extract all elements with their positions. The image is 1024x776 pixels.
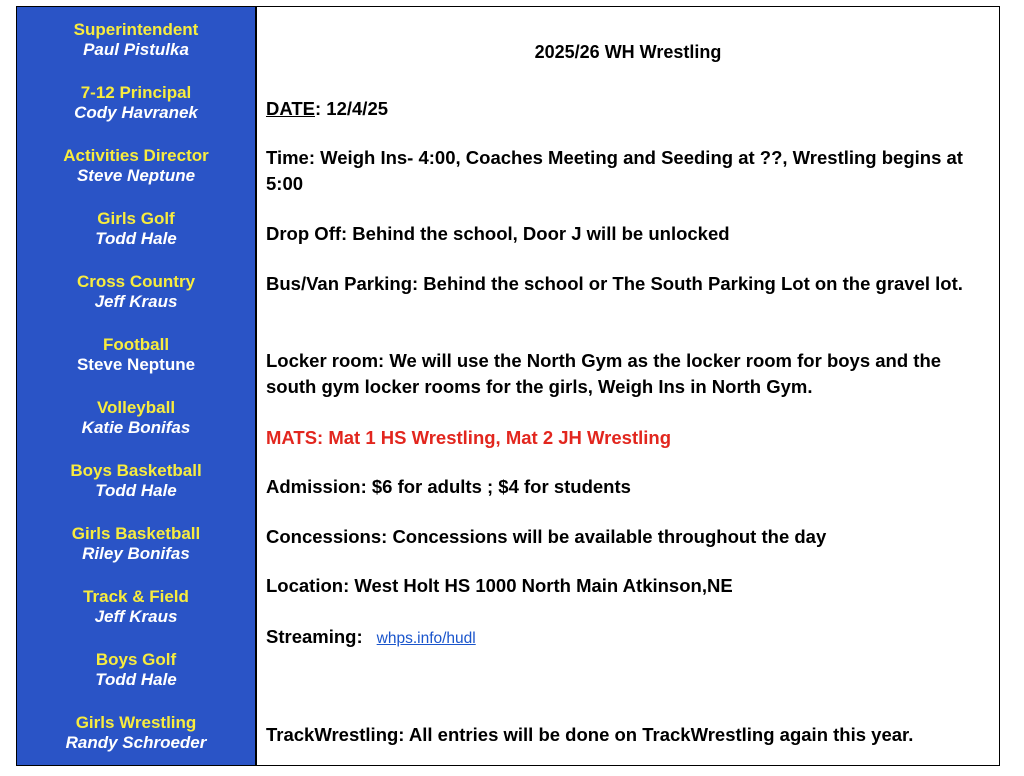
staff-title: Girls Basketball bbox=[71, 524, 201, 543]
staff-entry-volleyball bbox=[17, 398, 255, 461]
staff-title: Boys Basketball bbox=[70, 461, 202, 480]
staff-title: Superintendent bbox=[73, 20, 199, 39]
trackwrestling-line: TrackWrestling: All entries will be done on TrackWrestling again this year. bbox=[266, 724, 914, 745]
staff-name: Riley Bonifas bbox=[82, 544, 190, 563]
parking-line: Bus/Van Parking: Behind the school or The South Parking Lot on the gravel lot. bbox=[266, 273, 963, 294]
staff-entry-girls-golf bbox=[17, 209, 255, 272]
staff-title: Football bbox=[102, 335, 170, 354]
staff-title: 7-12 Principal bbox=[80, 83, 192, 102]
streaming-line bbox=[266, 624, 986, 652]
staff-title: Track & Field bbox=[83, 587, 189, 606]
concessions-line: Concessions: Concessions will be available throughout the day bbox=[266, 526, 827, 547]
streaming-link[interactable]: whps.info/hudl bbox=[376, 630, 476, 647]
staff-name: Jeff Kraus bbox=[94, 607, 178, 626]
date-line bbox=[266, 96, 986, 122]
streaming-label: Streaming: bbox=[266, 626, 363, 647]
page-frame bbox=[16, 6, 1000, 766]
staff-name: Katie Bonifas bbox=[81, 418, 191, 437]
staff-title: Volleyball bbox=[96, 398, 176, 417]
date-value: : 12/4/25 bbox=[315, 98, 389, 119]
staff-name: Randy Schroeder bbox=[65, 733, 207, 752]
staff-entry-track-field bbox=[17, 587, 255, 650]
mats-line: MATS: Mat 1 HS Wrestling, Mat 2 JH Wrestling bbox=[266, 427, 671, 448]
staff-title: Cross Country bbox=[76, 272, 196, 291]
staff-entry-boys-basketball bbox=[17, 461, 255, 524]
staff-name: Todd Hale bbox=[95, 670, 177, 689]
staff-name: Jeff Kraus bbox=[94, 292, 178, 311]
staff-entry-activities-director bbox=[17, 146, 255, 209]
page-title: 2025/26 WH Wrestling bbox=[534, 42, 722, 62]
date-label: DATE bbox=[266, 98, 315, 119]
staff-title: Girls Wrestling bbox=[75, 713, 197, 732]
location-line: Location: West Holt HS 1000 North Main Atkinson,NE bbox=[266, 575, 733, 596]
staff-title: Boys Golf bbox=[95, 650, 177, 669]
staff-entry-superintendent bbox=[17, 20, 255, 83]
staff-entry-girls-basketball bbox=[17, 524, 255, 587]
event-details bbox=[257, 7, 999, 765]
staff-name: Steve Neptune bbox=[76, 166, 196, 185]
staff-name: Steve Neptune bbox=[76, 355, 196, 374]
staff-name: Cody Havranek bbox=[74, 103, 198, 122]
dropoff-line: Drop Off: Behind the school, Door J will be unlocked bbox=[266, 223, 730, 244]
staff-title: Girls Golf bbox=[97, 209, 175, 228]
locker-room-line: Locker room: We will use the North Gym as the locker room for boys and the south gym locker rooms for the girls, Weigh Ins in North Gym. bbox=[266, 350, 942, 397]
staff-sidebar bbox=[17, 7, 257, 765]
staff-name: Todd Hale bbox=[95, 229, 177, 248]
staff-entry-boys-golf bbox=[17, 650, 255, 713]
staff-entry-football bbox=[17, 335, 255, 398]
admission-line: Admission: $6 for adults ; $4 for students bbox=[266, 476, 631, 497]
staff-name: Paul Pistulka bbox=[83, 40, 189, 59]
staff-entry-cross-country bbox=[17, 272, 255, 335]
staff-entry-girls-wrestling bbox=[17, 713, 255, 776]
staff-name: Todd Hale bbox=[95, 481, 177, 500]
staff-title: Activities Director bbox=[63, 146, 209, 165]
staff-entry-principal bbox=[17, 83, 255, 146]
time-line: Time: Weigh Ins- 4:00, Coaches Meeting and Seeding at ??, Wrestling begins at 5:00 bbox=[266, 147, 963, 194]
